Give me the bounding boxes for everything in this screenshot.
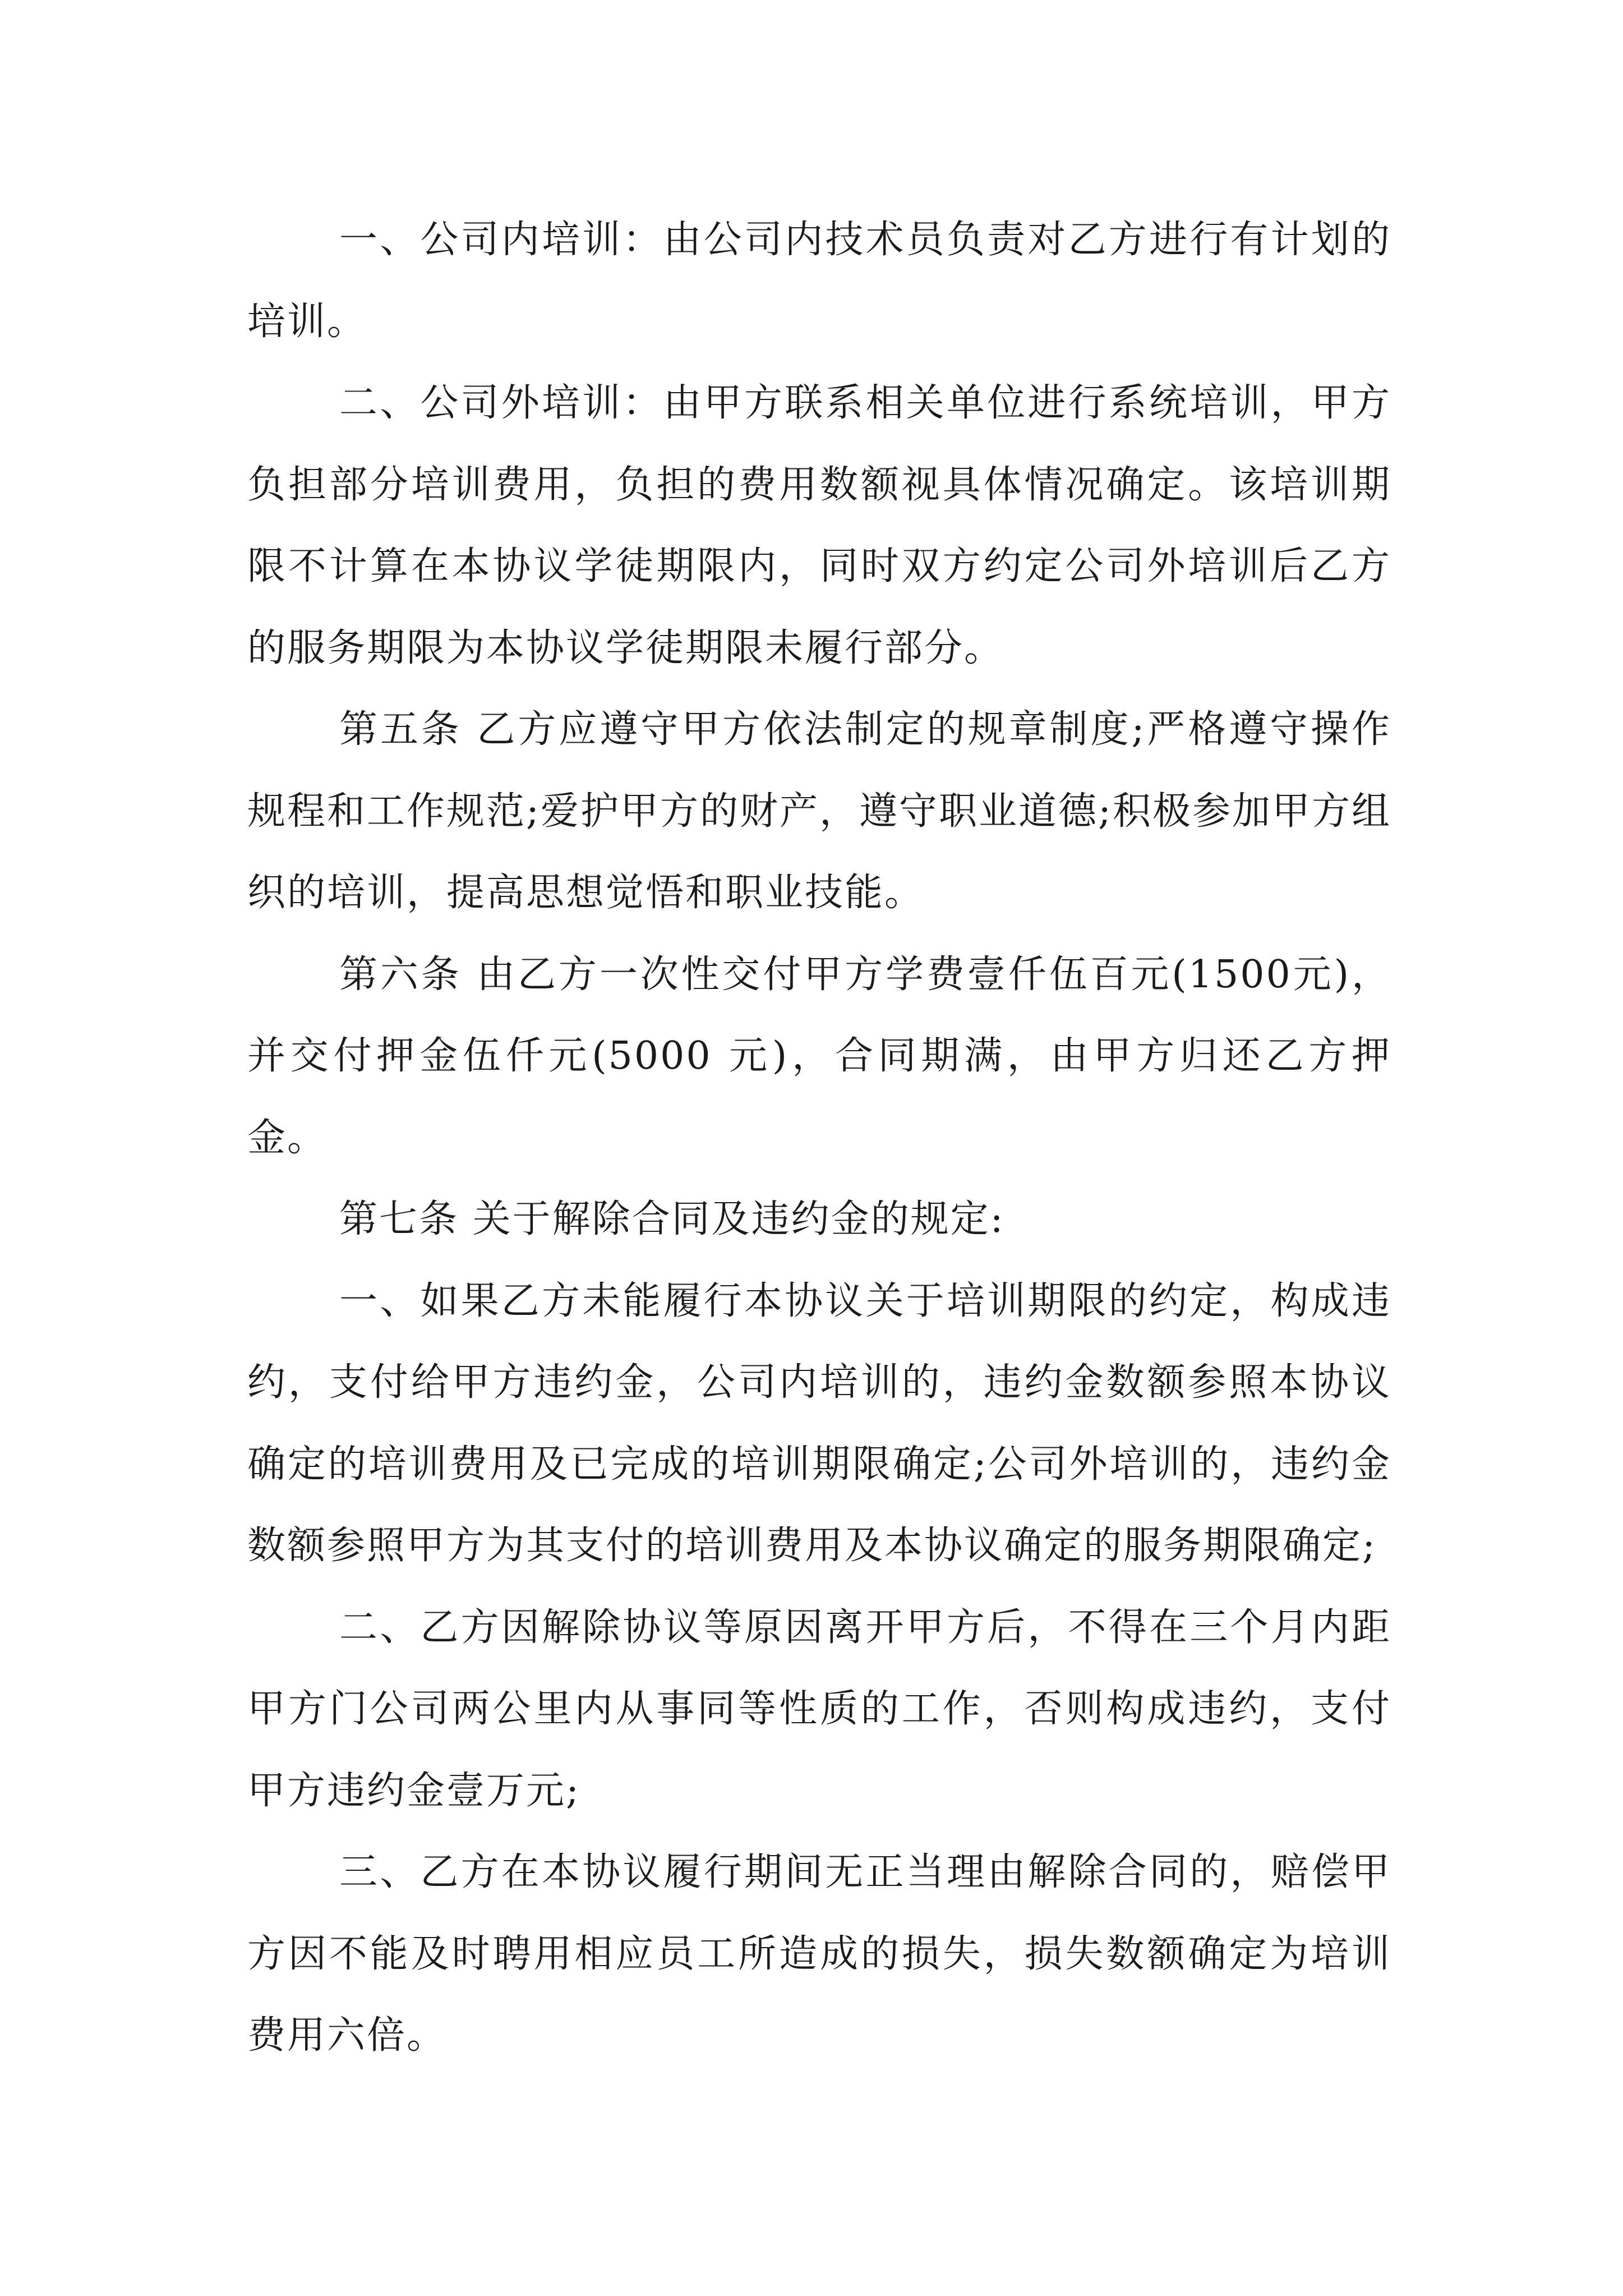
- paragraph-article-7-heading: 第七条 关于解除合同及违约金的规定:: [339, 1197, 1005, 1241]
- paragraph-article-7-clause-2: 二、乙方因解除协议等原因离开甲方后，不得在三个月内距甲方门公司两公里内从事同等性质的工作，否则构成违约，支付甲方违约金壹万元;: [247, 1605, 1391, 1813]
- paragraph-article-7-clause-1: 一、如果乙方未能履行本协议关于培训期限的约定，构成违约，支付给甲方违约金，公司内培训的，违约金数额参照本协议确定的培训费用及已完成的培训期限确定;公司外培训的，违约金数额参照甲方为其支付的培训费用及本协议确定的服务期限确定;: [247, 1278, 1391, 1568]
- document-body: [247, 199, 1391, 2077]
- paragraph-internal-training: 一、公司内培训：由公司内技术员负责对乙方进行有计划的培训。: [247, 218, 1391, 344]
- paragraph-external-training: 二、公司外培训：由甲方联系相关单位进行系统培训，甲方负担部分培训费用，负担的费用数额视具体情况确定。该培训期限不计算在本协议学徒期限内，同时双方约定公司外培训后乙方的服务期限为本协议学徒期限未履行部分。: [247, 381, 1391, 670]
- paragraph-article-7-clause-3: 三、乙方在本协议履行期间无正当理由解除合同的，赔偿甲方因不能及时聘用相应员工所造成的损失，损失数额确定为培训费用六倍。: [247, 1850, 1391, 2058]
- paragraph-article-5: 第五条 乙方应遵守甲方依法制定的规章制度;严格遵守操作规程和工作规范;爱护甲方的财产，遵守职业道德;积极参加甲方组织的培训，提高思想觉悟和职业技能。: [247, 707, 1391, 915]
- paragraph-article-6: 第六条 由乙方一次性交付甲方学费壹仟伍百元(1500元)，并交付押金伍仟元(5000 元)，合同期满，由甲方归还乙方押金。: [247, 952, 1391, 1160]
